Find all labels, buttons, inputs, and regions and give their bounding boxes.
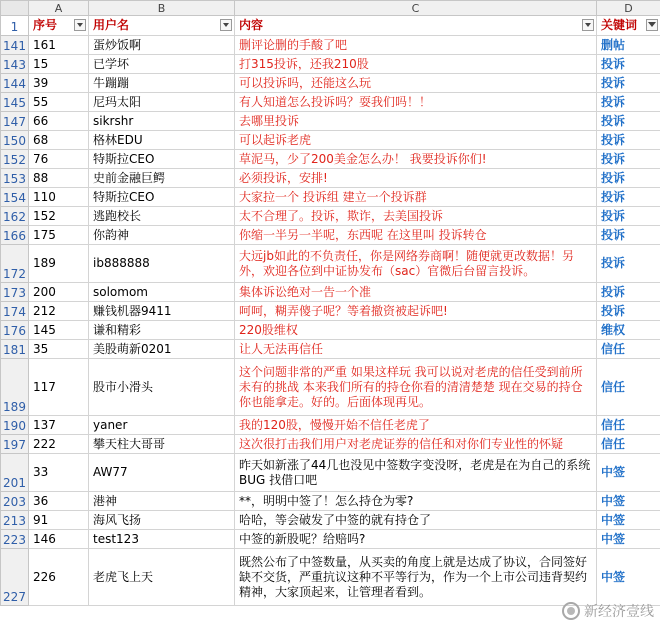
table-row (1, 93, 660, 112)
cell-keyword[interactable]: 信任 (597, 340, 660, 359)
cell-id[interactable]: 35 (29, 340, 89, 359)
cell-id[interactable]: 110 (29, 188, 89, 207)
row-number[interactable]: 153 (1, 169, 29, 188)
cell-keyword[interactable]: 投诉 (597, 93, 660, 112)
table-row (1, 454, 660, 492)
table-row (1, 549, 660, 606)
column-header-a[interactable]: A (29, 1, 89, 16)
filter-dropdown-icon[interactable] (220, 19, 232, 31)
cell-content[interactable]: 这个问题非常的严重 如果这样玩 我可以说对老虎的信任受到前所未有的挑战 本来我们所有的持仓你看的清清楚楚 现在交易的持仓你也能拿走。好的。后面体现再见。 (235, 359, 597, 416)
cell-keyword[interactable]: 信任 (597, 435, 660, 454)
cell-username[interactable]: 老虎飞上天 (89, 549, 235, 606)
header-keyword-label: 关键词 (601, 18, 638, 32)
cell-keyword[interactable]: 投诉 (597, 188, 660, 207)
table-row (1, 416, 660, 435)
table-row (1, 492, 660, 511)
cell-keyword[interactable]: 投诉 (597, 283, 660, 302)
cell-keyword[interactable]: 维权 (597, 321, 660, 340)
cell-id[interactable]: 55 (29, 93, 89, 112)
cell-id[interactable]: 226 (29, 549, 89, 606)
cell-username[interactable]: 股市小滑头 (89, 359, 235, 416)
cell-username[interactable]: solomom (89, 283, 235, 302)
cell-id[interactable]: 68 (29, 131, 89, 150)
header-content (235, 16, 597, 36)
table-row (1, 36, 660, 55)
cell-username[interactable]: yaner (89, 416, 235, 435)
cell-content[interactable]: 哈哈，等会破发了中签的就有持仓了 (235, 511, 597, 530)
table-row (1, 321, 660, 340)
row-number[interactable]: 162 (1, 207, 29, 226)
cell-username[interactable]: 港神 (89, 492, 235, 511)
cell-content[interactable]: 太不合理了。投诉，欺诈，去美国投诉 (235, 207, 597, 226)
cell-keyword[interactable]: 投诉 (597, 55, 660, 74)
cell-username[interactable]: 牛蹦蹦 (89, 74, 235, 93)
filter-dropdown-icon[interactable] (74, 19, 86, 31)
cell-content[interactable]: 中签的新股呢？给赔吗? (235, 530, 597, 549)
cell-id[interactable]: 189 (29, 245, 89, 283)
cell-keyword[interactable]: 中签 (597, 511, 660, 530)
cell-id[interactable]: 39 (29, 74, 89, 93)
cell-keyword[interactable]: 投诉 (597, 74, 660, 93)
cell-id[interactable]: 66 (29, 112, 89, 131)
header-keyword (597, 16, 660, 36)
select-all-corner[interactable] (1, 1, 29, 16)
cell-keyword[interactable]: 中签 (597, 549, 660, 606)
cell-username[interactable]: 攀天柱大哥哥 (89, 435, 235, 454)
table-row (1, 74, 660, 93)
row-number[interactable]: 173 (1, 283, 29, 302)
header-user-label: 用户名 (93, 18, 130, 32)
row-number[interactable]: 223 (1, 530, 29, 549)
filter-dropdown-icon[interactable] (582, 19, 594, 31)
row-number[interactable]: 144 (1, 74, 29, 93)
row-number[interactable]: 176 (1, 321, 29, 340)
table-row (1, 112, 660, 131)
cell-id[interactable]: 137 (29, 416, 89, 435)
header-user (89, 16, 235, 36)
cell-username[interactable]: 美股萌新0201 (89, 340, 235, 359)
cell-keyword[interactable]: 中签 (597, 454, 660, 492)
row-number[interactable]: 145 (1, 93, 29, 112)
cell-content[interactable]: **，明明中签了！怎么持仓为零? (235, 492, 597, 511)
cell-id[interactable]: 200 (29, 283, 89, 302)
row-number[interactable]: 197 (1, 435, 29, 454)
row-number[interactable]: 201 (1, 454, 29, 492)
cell-username[interactable]: 特斯拉CEO (89, 150, 235, 169)
cell-content[interactable]: 可以起诉老虎 (235, 131, 597, 150)
row-number[interactable]: 213 (1, 511, 29, 530)
cell-keyword[interactable]: 投诉 (597, 169, 660, 188)
row-number[interactable]: 166 (1, 226, 29, 245)
cell-username[interactable]: sikrshr (89, 112, 235, 131)
table-row (1, 226, 660, 245)
cell-content[interactable]: 可以投诉吗，还能这么玩 (235, 74, 597, 93)
table-row (1, 207, 660, 226)
table-row (1, 131, 660, 150)
row-number[interactable]: 1 (1, 16, 29, 36)
wechat-channel-icon (562, 602, 580, 620)
cell-content[interactable]: 打315投诉，还我210股 (235, 55, 597, 74)
table-row (1, 435, 660, 454)
cell-id[interactable]: 212 (29, 302, 89, 321)
cell-content[interactable]: 让人无法再信任 (235, 340, 597, 359)
row-number[interactable]: 152 (1, 150, 29, 169)
cell-keyword[interactable]: 投诉 (597, 207, 660, 226)
row-number[interactable]: 150 (1, 131, 29, 150)
cell-content[interactable]: 大家拉一个 投诉组 建立一个投诉群 (235, 188, 597, 207)
cell-content[interactable]: 昨天如新涨了44几也没见中签数字变没呀，老虎是在为自己的系统BUG 找借口吧 (235, 454, 597, 492)
table-row (1, 55, 660, 74)
cell-username[interactable]: 已学坏 (89, 55, 235, 74)
cell-content[interactable]: 这次很打击我们用户对老虎证券的信任和对你们专业性的怀疑 (235, 435, 597, 454)
table-row (1, 302, 660, 321)
cell-id[interactable]: 117 (29, 359, 89, 416)
column-header-b[interactable]: B (89, 1, 235, 16)
table-row (1, 511, 660, 530)
cell-username[interactable]: test123 (89, 530, 235, 549)
cell-content[interactable]: 删评论删的手酸了吧 (235, 36, 597, 55)
cell-id[interactable]: 91 (29, 511, 89, 530)
row-number[interactable]: 189 (1, 359, 29, 416)
cell-username[interactable]: AW77 (89, 454, 235, 492)
row-number[interactable]: 154 (1, 188, 29, 207)
cell-id[interactable]: 152 (29, 207, 89, 226)
cell-keyword[interactable]: 投诉 (597, 112, 660, 131)
table-row (1, 530, 660, 549)
row-number[interactable]: 190 (1, 416, 29, 435)
cell-id[interactable]: 15 (29, 55, 89, 74)
cell-id[interactable]: 146 (29, 530, 89, 549)
column-header-d[interactable]: D (597, 1, 660, 16)
cell-id[interactable]: 76 (29, 150, 89, 169)
cell-content[interactable]: 大远jb如此的不负责任，你是网络券商啊！随便就更改数据！另外，欢迎各位到中证协发布（sac）官微后台留言投诉。 (235, 245, 597, 283)
row-number[interactable]: 147 (1, 112, 29, 131)
filter-funnel-icon[interactable] (646, 19, 658, 31)
table-row (1, 359, 660, 416)
cell-keyword[interactable]: 投诉 (597, 150, 660, 169)
cell-username[interactable]: 谦和精彩 (89, 321, 235, 340)
cell-content[interactable]: 草泥马，少了200美金怎么办！ 我要投诉你们! (235, 150, 597, 169)
cell-id[interactable]: 175 (29, 226, 89, 245)
cell-username[interactable]: 蛋炒饭啊 (89, 36, 235, 55)
row-number[interactable]: 141 (1, 36, 29, 55)
cell-content[interactable]: 集体诉讼绝对一告一个准 (235, 283, 597, 302)
cell-keyword[interactable]: 投诉 (597, 302, 660, 321)
row-number[interactable]: 172 (1, 245, 29, 283)
cell-keyword[interactable]: 投诉 (597, 131, 660, 150)
table-row (1, 188, 660, 207)
cell-content[interactable]: 你缩一半另一半呢，东西呢 在这里叫 投诉转仓 (235, 226, 597, 245)
header-content-label: 内容 (239, 18, 264, 32)
cell-keyword[interactable]: 投诉 (597, 245, 660, 283)
table-row (1, 169, 660, 188)
cell-id[interactable]: 88 (29, 169, 89, 188)
watermark (562, 601, 654, 621)
cell-content[interactable]: 有人知道怎么投诉吗？耍我们吗！！ (235, 93, 597, 112)
row-number[interactable]: 181 (1, 340, 29, 359)
column-header-c[interactable]: C (235, 1, 597, 16)
row-number[interactable]: 143 (1, 55, 29, 74)
cell-keyword[interactable]: 投诉 (597, 226, 660, 245)
table-row (1, 245, 660, 283)
table-row (1, 340, 660, 359)
row-number[interactable]: 227 (1, 549, 29, 606)
cell-keyword[interactable]: 中签 (597, 530, 660, 549)
cell-keyword[interactable]: 删帖 (597, 36, 660, 55)
cell-username[interactable]: 赚钱机器9411 (89, 302, 235, 321)
cell-keyword[interactable]: 信任 (597, 359, 660, 416)
cell-content[interactable]: 呵呵，糊弄傻子呢？等着撤资被起诉吧! (235, 302, 597, 321)
cell-content[interactable]: 必须投诉，安排! (235, 169, 597, 188)
cell-username[interactable]: 逃跑校长 (89, 207, 235, 226)
header-id-label: 序号 (33, 18, 58, 32)
column-header-row (1, 1, 660, 16)
cell-username[interactable]: ib888888 (89, 245, 235, 283)
cell-id[interactable]: 222 (29, 435, 89, 454)
cell-id[interactable]: 145 (29, 321, 89, 340)
cell-id[interactable]: 161 (29, 36, 89, 55)
cell-content[interactable]: 我的120股，慢慢开始不信任老虎了 (235, 416, 597, 435)
cell-username[interactable]: 特斯拉CEO (89, 188, 235, 207)
table-row (1, 283, 660, 302)
table-row (1, 150, 660, 169)
header-row (1, 16, 660, 36)
cell-id[interactable]: 36 (29, 492, 89, 511)
cell-username[interactable]: 你韵神 (89, 226, 235, 245)
cell-id[interactable]: 33 (29, 454, 89, 492)
cell-username[interactable]: 史前金融巨鳄 (89, 169, 235, 188)
row-number[interactable]: 203 (1, 492, 29, 511)
cell-username[interactable]: 海风飞扬 (89, 511, 235, 530)
cell-username[interactable]: 尼玛太阳 (89, 93, 235, 112)
cell-username[interactable]: 格林EDU (89, 131, 235, 150)
cell-keyword[interactable]: 信任 (597, 416, 660, 435)
header-id (29, 16, 89, 36)
row-number[interactable]: 174 (1, 302, 29, 321)
cell-keyword[interactable]: 中签 (597, 492, 660, 511)
cell-content[interactable]: 去哪里投诉 (235, 112, 597, 131)
cell-content[interactable]: 220股维权 (235, 321, 597, 340)
cell-content[interactable]: 既然公布了中签数量，从买卖的角度上就是达成了协议，合同签好缺不交货，严重抗议这种不平等行为，作为一个上市公司违背契约精神，大家顶起来，让管理者看到。 (235, 549, 597, 606)
watermark-text: 新经济壹线 (584, 604, 654, 620)
